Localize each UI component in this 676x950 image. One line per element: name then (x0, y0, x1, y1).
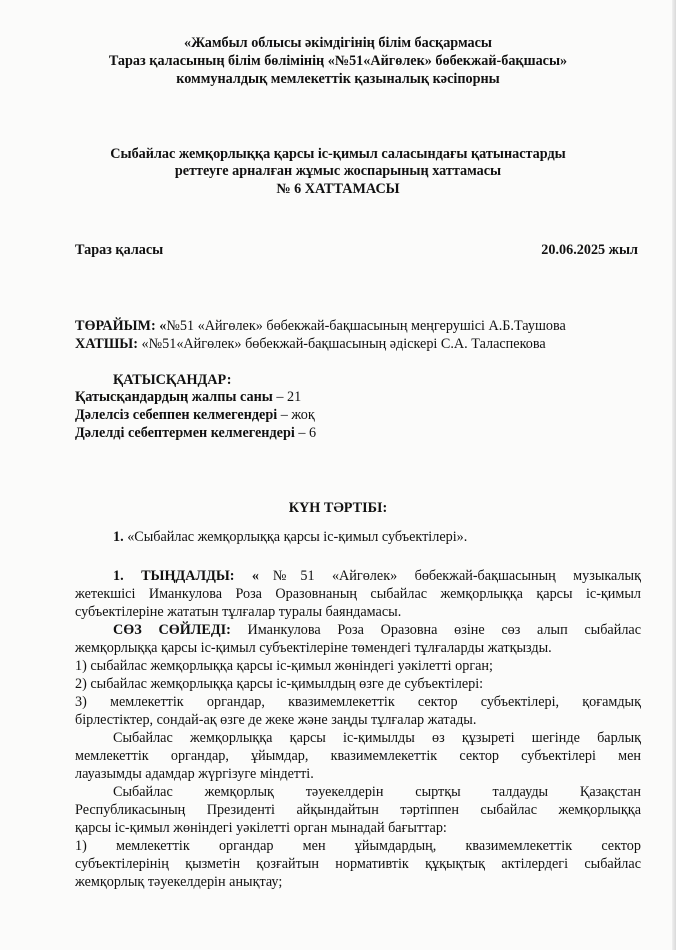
heard-text-1: №51 «Айгөлек» бөбекжай-бақшасының музыкалық (259, 568, 641, 584)
para-1-line-1: Сыбайлас жемқорлыққа қарсы іс-қимылды өз құзыреті шегінде барлық (113, 730, 641, 746)
spoke-line-2: жемқорлыққа қарсы іс-қимыл субъектілеріне төмендегі тұлғаларды жатқызды. (75, 640, 552, 656)
secretary-label: ХАТШЫ: (75, 336, 138, 352)
doc-title-line-1: Сыбайлас жемқорлыққа қарсы іс-қимыл саласындағы қатынастарды (110, 146, 566, 162)
page-edge-shadow (672, 0, 676, 950)
para-3-line-2: субъектілерінің қызметін қозғайтын нормативтік құқықтық актілердегі сыбайлас (75, 856, 641, 872)
heard-line-3: субъектілеріне жататын тұлғалар туралы баяндамасы. (75, 604, 402, 620)
org-header-line-3: коммуналдық мемлекеттік қазыналық кәсіпорны (176, 71, 500, 87)
list-item-3-line-1: 3) мемлекеттік органдар, квазимемлекеттік сектор субъектілері, қоғамдық (75, 694, 641, 710)
org-header-line-1: «Жамбыл облысы әкімдігінің білім басқармасы (183, 35, 493, 51)
para-3-line-1: 1) мемлекеттік органдар мен ұйымдардың, квазимемлекеттік сектор (75, 838, 641, 854)
participants-excused-value: – 6 (294, 425, 317, 441)
para-2-line-2: Республикасының Президенті айқындайтын тәртіппен сыбайлас жемқорлыққа (75, 802, 641, 818)
heard-label: 1. ТЫҢДАЛДЫ: « (113, 568, 260, 584)
chair-label: ТӨРАЙЫМ: « (75, 318, 167, 334)
city: Тараз қаласы (75, 242, 164, 258)
para-3-line-3: жемқорлық тәуекелдерін анықтау; (75, 874, 283, 890)
list-item-1: 1) сыбайлас жемқорлыққа қарсы іс-қимыл жөніндегі уәкілетті орган; (75, 658, 493, 674)
participants-total-label: Қатысқандардың жалпы саны (75, 389, 273, 405)
agenda-item-1 (113, 529, 467, 546)
secretary-text: «№51«Айгөлек» бөбекжай-бақшасының әдіскері С.А. Таласпекова (137, 336, 546, 352)
agenda-item-1-number: 1. (113, 529, 124, 545)
list-item-2: 2) сыбайлас жемқорлыққа қарсы іс-қимылдың өзге де субъектілері: (75, 676, 484, 692)
participants-excused-label: Дәлелді себептермен келмегендері (75, 425, 295, 441)
chair-text: №51 «Айгөлек» бөбекжай-бақшасының меңгерушісі А.Б.Таушова (166, 318, 566, 334)
date: 20.06.2025 жыл (541, 242, 638, 258)
agenda-item-1-text: «Сыбайлас жемқорлыққа қарсы іс-қимыл субъектілері». (123, 529, 468, 545)
org-header-line-2: Тараз қаласының білім бөлімінің «№51«Айгөлек» бөбекжай-бақшасы» (108, 53, 568, 69)
doc-title-line-3: № 6 ХАТТАМАСЫ (276, 181, 400, 197)
participants-total (75, 389, 301, 406)
participants-heading: ҚАТЫСҚАНДАР: (113, 372, 232, 388)
chair-line (75, 318, 566, 335)
participants-unexcused-label: Дәлелсіз себеппен келмегендері (75, 407, 278, 423)
participants-total-value: – 21 (272, 389, 302, 405)
secretary-line (75, 336, 546, 353)
list-item-3-line-2: бірлестіктер, сондай-ақ өзге де жеке және заңды тұлғалар жатады. (75, 712, 477, 728)
agenda-heading: КҮН ТӘРТІБІ: (288, 500, 388, 516)
para-1-line-3: лауазымды адамдар жүргізуге міндетті. (75, 766, 314, 782)
participants-unexcused-value: – жоқ (277, 407, 315, 423)
spoke-label: СӨЗ СӨЙЛЕДІ: (113, 622, 231, 638)
heard-line-1 (113, 568, 641, 585)
participants-excused (75, 425, 316, 442)
para-2-line-1: Сыбайлас жемқорлық тәуекелдерін сыртқы талдауды Қазақстан (113, 784, 641, 800)
para-2-line-3: қарсы іс-қимыл жөніндегі уәкілетті орган мынадай бағыттар: (75, 820, 447, 836)
participants-unexcused (75, 407, 315, 424)
doc-title-line-2: реттеуге арналған жұмыс жоспарының хаттамасы (174, 163, 502, 179)
spoke-text-1: Иманкулова Роза Оразовна өзіне сөз алып сыбайлас (230, 622, 641, 638)
para-1-line-2: мемлекеттік органдар, ұйымдар, квазимемлекеттік сектор субъектілері мен (75, 748, 641, 764)
heard-line-2: жетекшісі Иманкулова Роза Оразовнаның сыбайлас жемқорлыққа қарсы іс-қимыл (75, 586, 641, 602)
spoke-line-1 (113, 622, 641, 639)
